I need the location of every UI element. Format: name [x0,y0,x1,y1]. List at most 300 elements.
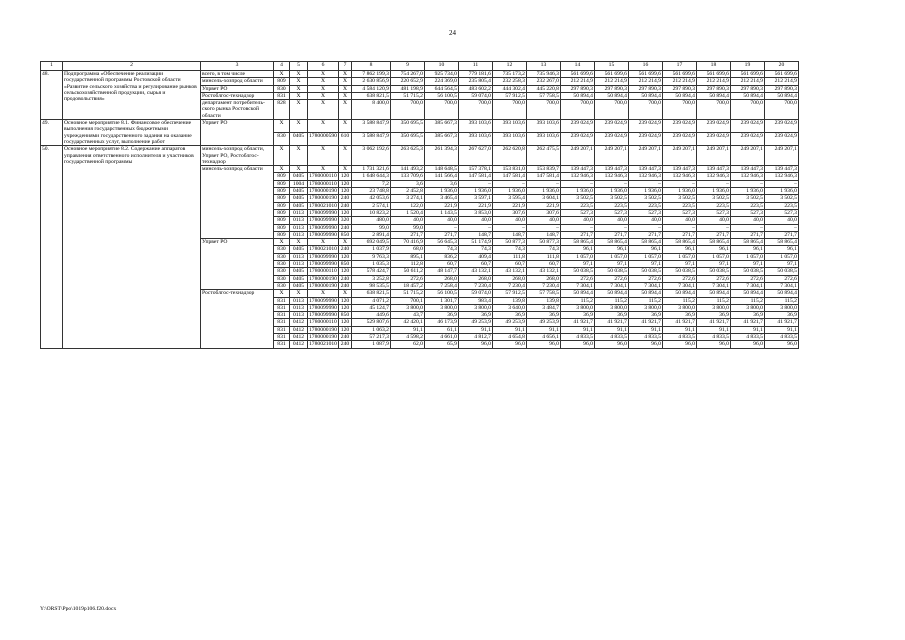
amount-cell: 50 894,4 [560,290,594,297]
code-cell: 0405 [290,268,308,275]
amount-cell: 7 304,1 [594,282,628,289]
code-cell: 1780099990 [309,253,337,260]
amount-cell: 779 181,6 [458,71,492,78]
amount-cell: 700,0 [560,100,594,120]
amount-cell: 3 588 847,9 [351,133,390,146]
amount-cell: 1 936,0 [492,188,526,195]
amount-cell: 224 369,0 [424,78,458,85]
amount-cell: 57 217,3 [351,333,390,340]
amount-cell: 307,6 [526,209,560,216]
amount-cell: 297 890,3 [730,85,764,92]
amount-cell: 139 447,3 [696,166,730,173]
executor-label: департамент потребитель-ского рынка Ростовской области [201,100,274,120]
amount-cell: 7 230,4 [526,282,560,289]
amount-cell: 393 103,6 [492,120,526,133]
amount-cell: 3 502,5 [628,195,662,202]
code-cell: X [308,85,339,92]
amount-cell: 1 087,9 [351,341,390,348]
code-cell: 610 [338,133,351,146]
amount-cell: 644 564,5 [424,85,458,92]
amount-cell: 262 620,8 [492,146,526,166]
amount-cell: 3 597,1 [458,195,492,202]
header-cell: 7 [338,62,351,71]
amount-cell: 40,0 [526,217,560,224]
amount-cell: 480,0 [351,217,390,224]
header-cell: 15 [594,62,628,71]
header-cell: 12 [492,62,526,71]
code-cell: X [290,146,308,166]
amount-cell: 139 447,3 [662,166,696,173]
amount-cell: 49 253,9 [492,319,526,326]
amount-cell: 36,9 [628,312,662,319]
amount-cell: 271,7 [764,231,798,238]
code-cell: 240 [338,275,351,282]
amount-cell: 1 301,7 [424,297,458,304]
code-cell: 809 [274,224,290,231]
amount-cell: 50 894,4 [628,290,662,297]
amount-cell: 148,7 [492,231,526,238]
amount-cell: 132 946,3 [730,173,764,180]
amount-cell: 91,1 [764,326,798,333]
code-cell: 809 [274,188,290,195]
amount-cell: – [458,224,492,231]
amount-cell: 4 833,5 [730,333,764,340]
amount-cell: 40,0 [458,217,492,224]
amount-cell: 8 400,0 [351,100,390,120]
amount-cell: 249 207,1 [764,146,798,166]
amount-cell: 141 493,2 [390,166,424,173]
amount-cell: 111,8 [526,253,560,260]
amount-cell: 96,0 [730,341,764,348]
code-cell: X [338,85,351,92]
amount-cell: 3 252,8 [351,275,390,282]
amount-cell: 50 894,4 [560,92,594,99]
amount-cell: 74,3 [492,246,526,253]
amount-cell: – [730,224,764,231]
amount-cell: 43 132,1 [526,268,560,275]
amount-cell: 50 038,5 [560,268,594,275]
amount-cell: 385 667,3 [424,120,458,133]
amount-cell: 96,0 [696,341,730,348]
executor-label: всего, в том числе [201,71,274,78]
amount-cell: 97,1 [764,261,798,268]
amount-cell: 50 894,4 [594,92,628,99]
code-cell: 0412 [290,326,308,333]
amount-cell: 561 699,6 [560,71,594,78]
amount-cell: 50 894,4 [696,92,730,99]
page-number: 24 [449,29,456,37]
code-cell: 120 [338,319,351,326]
code-cell: 831 [274,326,290,333]
amount-cell: 700,0 [424,100,458,120]
code-cell: X [308,239,339,246]
amount-cell: 735 946,3 [526,71,560,78]
code-cell: 1780099990 [309,304,337,311]
amount-cell: 239 024,9 [764,133,798,146]
code-cell: 120 [338,297,351,304]
amount-cell: 41 921,7 [764,319,798,326]
row-number: 50. [41,146,63,348]
code-cell: 120 [338,209,351,216]
amount-cell: 51 174,9 [458,239,492,246]
header-row [41,62,799,71]
code-cell: 1780099990 [309,297,337,304]
amount-cell: 700,0 [594,100,628,120]
code-cell: X [308,290,339,297]
amount-cell: 239 024,9 [696,120,730,133]
amount-cell: 239 024,9 [594,133,628,146]
amount-cell: 1 035,3 [351,261,390,268]
amount-cell: 7,2 [351,180,390,187]
amount-cell: 40,0 [424,217,458,224]
code-cell: 1780000190 [309,333,337,340]
amount-cell: 1 057,0 [662,253,696,260]
amount-cell: 59 074,0 [458,290,492,297]
code-cell: 0113 [290,297,308,304]
amount-cell: 272,6 [662,275,696,282]
amount-cell: 99,0 [390,224,424,231]
code-cell: 1780021010 [309,246,337,253]
amount-cell: 527,3 [662,209,696,216]
amount-cell: 59 074,0 [458,92,492,99]
amount-cell: 212 214,9 [764,78,798,85]
amount-cell: 132 946,3 [594,173,628,180]
code-cell: 1780021010 [309,341,337,348]
amount-cell: 7 304,1 [730,282,764,289]
amount-cell: 1 936,0 [458,188,492,195]
amount-cell: 268,0 [424,275,458,282]
amount-cell: 445 220,8 [526,85,560,92]
code-cell: 0113 [290,304,308,311]
amount-cell: 3 502,5 [730,195,764,202]
amount-cell: 297 890,3 [662,85,696,92]
code-cell: 1780000190 [309,195,337,202]
amount-cell: 239 024,9 [764,120,798,133]
code-cell: 1780000590 [308,133,339,146]
amount-cell: – [764,180,798,187]
amount-cell: 96,1 [662,246,696,253]
amount-cell: 212 214,9 [696,78,730,85]
amount-cell: 3 465,4 [424,195,458,202]
amount-cell: 50 894,4 [764,290,798,297]
amount-cell: 3 800,0 [628,304,662,311]
amount-cell: – [560,180,594,187]
amount-cell: 68,0 [390,246,424,253]
amount-cell: 7 258,4 [424,282,458,289]
budget-table [40,61,799,349]
amount-cell: 122,0 [390,202,424,209]
amount-cell: 7 230,4 [458,282,492,289]
code-cell: 830 [274,253,290,260]
executor-label: минсель-хозпрод области [201,78,274,85]
amount-cell: 239 024,9 [730,120,764,133]
code-cell: 831 [274,341,290,348]
amount-cell: 50 038,5 [764,268,798,275]
amount-cell: 638 821,5 [351,92,390,99]
amount-cell: 36,9 [730,312,764,319]
amount-cell: 1 936,0 [628,188,662,195]
code-cell: X [338,120,351,133]
amount-cell: 638 821,5 [351,290,390,297]
amount-cell: 50 894,4 [594,290,628,297]
code-cell: 830 [274,282,290,289]
header-cell: 3 [201,62,274,71]
amount-cell: 268,0 [526,275,560,282]
amount-cell: 91,1 [662,326,696,333]
amount-cell: – [696,180,730,187]
code-cell: X [308,100,339,120]
amount-cell: 262 475,5 [526,146,560,166]
amount-cell: 96,1 [696,246,730,253]
amount-cell: 527,3 [628,209,662,216]
amount-cell: 139,8 [526,297,560,304]
amount-cell: 115,2 [594,297,628,304]
amount-cell: 983,4 [458,297,492,304]
code-cell: 831 [274,312,290,319]
amount-cell: 271,7 [390,231,424,238]
amount-cell: 393 103,6 [492,133,526,146]
code-cell: 831 [274,333,290,340]
amount-cell: – [730,180,764,187]
amount-cell: 1 057,0 [730,253,764,260]
row-number: 49. [41,120,63,146]
amount-cell: 4 598,2 [390,333,424,340]
amount-cell: 409,4 [458,253,492,260]
amount-cell: 96,0 [458,341,492,348]
amount-cell: 4 833,5 [696,333,730,340]
amount-cell: 700,0 [526,100,560,120]
amount-cell: 393 103,6 [526,133,560,146]
amount-cell: 3 502,5 [764,195,798,202]
code-cell: X [274,290,290,297]
amount-cell: 18 457,2 [390,282,424,289]
amount-cell: 60,7 [526,261,560,268]
code-cell: 1780099990 [309,224,337,231]
code-cell: 320 [338,217,351,224]
code-cell: X [308,92,339,99]
amount-cell: 9 763,3 [351,253,390,260]
amount-cell: 272,6 [594,275,628,282]
code-cell: 0412 [290,341,308,348]
amount-cell: 70 416,9 [390,239,424,246]
amount-cell: 41 921,7 [696,319,730,326]
amount-cell: 148,7 [526,231,560,238]
code-cell: 0405 [290,195,308,202]
header-cell: 11 [458,62,492,71]
amount-cell: 60,7 [424,261,458,268]
amount-cell: 272,6 [560,275,594,282]
header-cell: 20 [764,62,798,71]
amount-cell: 96,1 [594,246,628,253]
code-cell: X [274,71,290,78]
amount-cell: 735 173,2 [492,71,526,78]
amount-cell: 1 936,0 [696,188,730,195]
code-cell: 809 [274,180,290,187]
amount-cell: 50 894,4 [764,92,798,99]
code-cell: 809 [274,217,290,224]
amount-cell: 1 057,0 [560,253,594,260]
amount-cell: 483 602,2 [458,85,492,92]
amount-cell: 50 038,5 [594,268,628,275]
amount-cell: 561 699,6 [628,71,662,78]
amount-cell: 271,7 [730,231,764,238]
amount-cell: 239 024,9 [696,133,730,146]
amount-cell: 7 304,1 [696,282,730,289]
code-cell: 0405 [290,188,308,195]
amount-cell: 1 731 321,6 [351,166,390,173]
amount-cell: 58 865,4 [628,239,662,246]
amount-cell: 50 877,3 [526,239,560,246]
amount-cell: 249 207,1 [628,146,662,166]
amount-cell: 2 630 856,9 [351,78,390,85]
amount-cell: 50 611,2 [390,268,424,275]
code-cell: 0405 [290,282,308,289]
amount-cell: 96,1 [730,246,764,253]
amount-cell: 350 695,5 [390,133,424,146]
amount-cell: 148 648,5 [424,166,458,173]
amount-cell: 62,0 [390,341,424,348]
amount-cell: 36,9 [560,312,594,319]
code-cell: 0113 [290,209,308,216]
amount-cell: 223,5 [696,202,730,209]
amount-cell: 65,9 [424,341,458,348]
amount-cell: 148,7 [458,231,492,238]
code-cell: X [338,100,351,120]
code-cell: X [290,290,308,297]
amount-cell: – [628,224,662,231]
amount-cell: 132 946,3 [560,173,594,180]
amount-cell: 57 758,5 [526,290,560,297]
amount-cell: 41 921,7 [560,319,594,326]
amount-cell: 40,0 [628,217,662,224]
code-cell: X [308,166,339,173]
header-cell: 8 [351,62,390,71]
amount-cell: 49 253,9 [526,319,560,326]
amount-cell: 481 198,9 [390,85,424,92]
code-cell: 850 [338,231,351,238]
amount-cell: 4 661,0 [424,333,458,340]
executor-label: Ростоблгос-технадзор [201,92,274,99]
program-name: Подпрограмма «Обеспечение реализации государственной программы Ростовской области «Развитие сельского хозяйства и регулирование рынков сельскохозяйственной продукции, сырья и продовольствия» [63,71,201,120]
amount-cell: 91,1 [696,326,730,333]
code-cell: 120 [338,304,351,311]
executor-label: Ростоблгос-технадзор [201,290,274,348]
code-cell: 831 [274,304,290,311]
amount-cell: 40,0 [594,217,628,224]
amount-cell: 45 124,7 [351,304,390,311]
file-path-footer: Y:\ORST\Ppo\1019p106.f20.docx [40,606,117,612]
code-cell: 0405 [290,133,308,146]
amount-cell: – [594,224,628,231]
amount-cell: 115,2 [764,297,798,304]
amount-cell: 221,9 [424,202,458,209]
code-cell: 0113 [290,253,308,260]
amount-cell: 36,9 [764,312,798,319]
amount-cell: 3,6 [390,180,424,187]
amount-cell: 297 890,3 [764,85,798,92]
amount-cell: 91,1 [594,326,628,333]
code-cell: 1780000190 [309,188,337,195]
code-cell: 830 [274,268,290,275]
header-cell: 9 [390,62,424,71]
amount-cell: 7 304,1 [662,282,696,289]
row-number: 48. [41,71,63,120]
amount-cell: 700,1 [390,297,424,304]
code-cell: 1780099990 [309,261,337,268]
amount-cell: – [662,224,696,231]
amount-cell: – [628,180,662,187]
amount-cell: 3 800,0 [662,304,696,311]
amount-cell: 7 304,1 [764,282,798,289]
amount-cell: 42 420,1 [390,319,424,326]
amount-cell: 74,3 [458,246,492,253]
amount-cell: 48 147,7 [424,268,458,275]
header-cell: 17 [662,62,696,71]
amount-cell: 40,0 [492,217,526,224]
header-cell: 16 [628,62,662,71]
executor-label: Упрвет РО [201,85,274,92]
amount-cell: 96,0 [628,341,662,348]
amount-cell: 153 839,7 [526,166,560,173]
code-cell: 1780000110 [309,180,337,187]
amount-cell: 49 253,9 [458,319,492,326]
amount-cell: 235 805,4 [458,78,492,85]
code-cell: X [290,78,308,85]
header-cell: 13 [526,62,560,71]
amount-cell: 7 230,4 [492,282,526,289]
amount-cell: 3 800,0 [458,304,492,311]
amount-cell: 223,5 [560,202,594,209]
code-cell: 240 [338,224,351,231]
amount-cell: 232 258,3 [492,78,526,85]
amount-cell: 1 057,0 [764,253,798,260]
code-cell: 1780000190 [309,326,337,333]
code-cell: 1780021010 [309,202,337,209]
code-cell: X [274,120,290,133]
code-cell: 240 [338,246,351,253]
amount-cell: 212 214,9 [594,78,628,85]
header-cell: 18 [696,62,730,71]
amount-cell: 42 053,6 [351,195,390,202]
code-cell: X [338,239,351,246]
amount-cell: 221,9 [492,202,526,209]
amount-cell: 385 667,3 [424,133,458,146]
amount-cell: – [560,224,594,231]
amount-cell: 57 912,5 [492,290,526,297]
amount-cell: 239 024,9 [560,133,594,146]
amount-cell: 239 024,9 [560,120,594,133]
amount-cell: 97,1 [560,261,594,268]
amount-cell: 157 378,1 [458,166,492,173]
amount-cell: 221,9 [526,202,560,209]
amount-cell: 57 912,5 [492,92,526,99]
code-cell: 0412 [290,333,308,340]
amount-cell: 56 100,5 [424,92,458,99]
header-cell: 5 [290,62,308,71]
amount-cell: 97,1 [594,261,628,268]
amount-cell: – [526,224,560,231]
amount-cell: 60,7 [458,261,492,268]
amount-cell: 271,7 [424,231,458,238]
amount-cell: 132 946,3 [764,173,798,180]
amount-cell: 51 715,2 [390,290,424,297]
code-cell: 830 [274,246,290,253]
amount-cell: 58 865,4 [696,239,730,246]
amount-cell: 561 699,6 [594,71,628,78]
code-cell: 1780099990 [309,209,337,216]
code-cell: X [274,146,290,166]
amount-cell: 3 640,0 [492,304,526,311]
